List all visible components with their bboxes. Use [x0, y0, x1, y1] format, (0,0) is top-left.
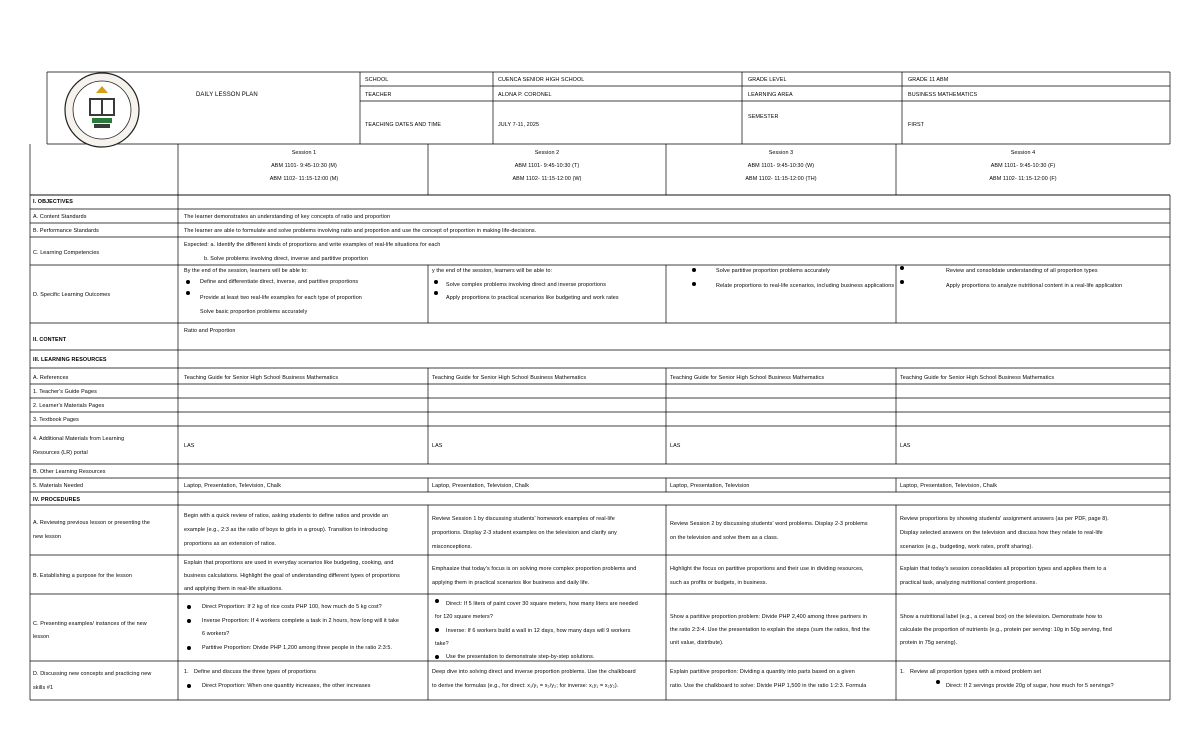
session-1-title: Session 1: [291, 150, 317, 156]
procedures-heading: IV. PROCEDURES: [33, 497, 81, 503]
outcome-s1-item1: Define and differentiate direct, inverse, and partitive proportions: [200, 279, 359, 285]
grade-label: GRADE LEVEL: [748, 77, 787, 83]
session-4-line2: ABM 1102- 11:15-12:00 (F): [989, 176, 1057, 182]
proc-d-s4-l1: Review all proportion types with a mixed problem set: [910, 669, 1042, 675]
proc-c-s2-l1: Direct: If 5 liters of paint cover 30 square meters, how many liters are needed: [446, 601, 638, 607]
materials-s2: Laptop, Presentation, Television, Chalk: [432, 483, 529, 489]
learning-competencies-line1: Expected: a. Identify the different kinds of proportions and write examples of real-life situations for each: [184, 242, 441, 248]
proc-d-label-1: D. Discussing new concepts and practicing new: [33, 671, 152, 677]
outcome-s2-item2: Apply proportions to practical scenarios like budgeting and work rates: [446, 295, 619, 301]
proc-a-s2-l3: misconceptions.: [432, 544, 473, 550]
plan-title: DAILY LESSON PLAN: [196, 92, 258, 98]
lr-portal-label-2: Resources (LR) portal: [33, 450, 88, 456]
school-logo: [65, 73, 139, 147]
proc-d-s4-l2: Direct: If 2 servings provide 20g of sugar, how much for 5 servings?: [946, 683, 1114, 689]
materials-s1: Laptop, Presentation, Television, Chalk: [184, 483, 281, 489]
proc-c-label-2: lesson: [33, 634, 50, 640]
school-label: SCHOOL: [365, 77, 389, 83]
proc-c-s1-l1: Direct Proportion: If 2 kg of rice costs PHP 100, how much do 5 kg cost?: [202, 604, 382, 610]
bullet-icon: [187, 646, 191, 650]
proc-a-label-2: new lesson: [33, 534, 61, 540]
semester-value: FIRST: [908, 122, 925, 128]
materials-s4: Laptop, Presentation, Television, Chalk: [900, 483, 997, 489]
proc-c-s2-l4: take?: [435, 641, 449, 647]
proc-a-s3-l2: on the television and solve them as a class.: [670, 535, 779, 541]
proc-b-s4-l1: Explain that today's session consolidates all proportion types and applies them to a: [900, 566, 1107, 572]
proc-d-s2-l1: Deep dive into solving direct and inverse proportion problems. Use the chalkboard: [432, 669, 636, 675]
proc-a-s1-l2: example (e.g., 2:3 as the ratio of boys to girls in a group). Transition to introducing: [184, 527, 388, 533]
outcome-s2-item1: Solve complex problems involving direct and inverse proportions: [446, 282, 607, 288]
proc-c-s3-l3: unit value, distribute).: [670, 640, 724, 646]
proc-c-s3-l2: the ratio 2:3:4. Use the presentation to explain the steps (sum the ratios, find the: [670, 627, 870, 633]
school-value: CUENCA SENIOR HIGH SCHOOL: [498, 77, 585, 83]
session-3-line1: ABM 1101- 9:45-10:30 (W): [747, 163, 815, 169]
bullet-icon: [900, 280, 904, 284]
bullet-icon: [187, 619, 191, 623]
proc-d-label-2: skills #1: [33, 685, 54, 691]
proc-b-s3-l2: such as profits or budgets, in business.: [670, 580, 768, 586]
bullet-icon: [936, 680, 940, 684]
specific-outcomes-label: D. Specific Learning Outcomes: [33, 292, 111, 298]
proc-a-s4-l2: Display selected answers on the television and discuss how they relate to real-life: [900, 530, 1103, 536]
proc-d-s1-l2: Direct Proportion: When one quantity increases, the other increases: [202, 683, 371, 689]
outcome-s3-item1: Solve partitive proportion problems accurately: [716, 268, 830, 274]
session-3-line2: ABM 1102- 11:15-12:00 (TH): [745, 176, 817, 182]
bullet-icon: [435, 599, 439, 603]
content-text: Ratio and Proportion: [184, 328, 236, 334]
area-label: LEARNING AREA: [748, 92, 793, 98]
bullet-icon: [187, 605, 191, 609]
session-2-title: Session 2: [534, 150, 560, 156]
session-1-line1: ABM 1101- 9:45-10:30 (M): [271, 163, 337, 169]
reference-s2: Teaching Guide for Senior High School Business Mathematics: [432, 375, 587, 381]
teacher-label: TEACHER: [365, 92, 392, 98]
bullet-icon: [435, 628, 439, 632]
session-3-title: Session 3: [768, 150, 794, 156]
proc-b-s1-l2: business calculations. Highlight the goal of understanding different types of proportions: [184, 573, 400, 579]
resources-heading: III. LEARNING RESOURCES: [33, 357, 107, 363]
proc-c-label-1: C. Presenting examples/ instances of the new: [33, 621, 147, 627]
textbook-label: 3. Textbook Pages: [33, 417, 79, 423]
learning-competencies-label: C. Learning Competencies: [33, 250, 100, 256]
lr-portal-label-1: 4. Additional Materials from Learning: [33, 436, 125, 442]
proc-c-s1-l2: Inverse Proportion: If 4 workers complete a task in 2 hours, how long will it take: [202, 618, 399, 624]
proc-b-label: B. Establishing a purpose for the lesson: [33, 573, 132, 579]
outcome-s3-item2: Relate proportions to real-life scenarios, including business applications: [716, 283, 895, 289]
proc-d-s3-l2: ratio. Use the chalkboard to solve: Divide PHP 1,500 in the ratio 1:2:3. Formula: [670, 683, 867, 689]
outcome-s1-item2: Provide at least two real-life examples for each type of proportion: [200, 295, 362, 301]
materials-label: 5. Materials Needed: [33, 483, 84, 489]
proc-c-s4-l3: protein in 75g serving).: [900, 640, 958, 646]
outcome-s1-item3: Solve basic proportion problems accurately: [200, 309, 308, 315]
dates-label: TEACHING DATES AND TIME: [365, 122, 442, 128]
learning-competencies-line2: b. Solve problems involving direct, inverse and partitive proportion: [204, 256, 369, 262]
proc-d-s3-l1: Explain partitive proportion: Dividing a quantity into parts based on a given: [670, 669, 855, 675]
proc-a-s2-l2: proportions. Display 2-3 student examples on the television and clarify any: [432, 530, 617, 536]
objectives-heading: I. OBJECTIVES: [33, 199, 73, 205]
bullet-icon: [186, 291, 190, 295]
proc-a-s3-l1: Review Session 2 by discussing students' word problems. Display 2-3 problems: [670, 521, 868, 527]
bullet-icon: [434, 291, 438, 295]
bullet-icon: [187, 684, 191, 688]
bullet-icon: [692, 282, 696, 286]
performance-standards-text: The learner are able to formulate and solve problems involving ratio and proportion and use the concept of proportion in making life-decisions.: [184, 228, 537, 234]
teacher-value: ALONA P. CORONEL: [498, 92, 552, 98]
proc-a-label-1: A. Reviewing previous lesson or presenting the: [33, 520, 150, 526]
outcome-s4-item1: Review and consolidate understanding of all proportion types: [946, 268, 1098, 274]
proc-a-s2-l1: Review Session 1 by discussing students' homework examples of real-life: [432, 516, 615, 522]
proc-b-s3-l1: Highlight the focus on partitive proportions and their use in dividing resources,: [670, 566, 864, 572]
session-2-line1: ABM 1101- 9:45-10:30 (T): [514, 163, 580, 169]
lr-s3: LAS: [670, 443, 681, 449]
reference-s1: Teaching Guide for Senior High School Business Mathematics: [184, 375, 339, 381]
session-4-line1: ABM 1101- 9:45-10:30 (F): [990, 163, 1056, 169]
lr-s1: LAS: [184, 443, 195, 449]
content-standards-label: A. Content Standards: [33, 214, 87, 220]
proc-c-s2-l3: Inverse: If 6 workers build a wall in 12 days, how many days will 9 workers: [446, 628, 631, 634]
bullet-icon: [692, 268, 696, 272]
proc-d-s2-l2: to derive the formulas (e.g., for direct: x₁/y₁ = x₂/y₂; for inverse: x₁y₁ = x₂y₂).: [432, 683, 619, 689]
proc-b-s2-l1: Emphasize that today's focus is on solving more complex proportion problems and: [432, 566, 637, 572]
outcome-s2-intro: y the end of the session, learners will be able to:: [432, 268, 553, 274]
session-2-line2: ABM 1102- 11:15-12:00 (W): [512, 176, 582, 182]
proc-a-s1-l1: Begin with a quick review of ratios, asking students to define ratios and provide an: [184, 513, 389, 519]
grade-value: GRADE 11 ABM: [908, 77, 949, 83]
proc-c-s4-l1: Show a nutritional label (e.g., a cereal box) on the television. Demonstrate how to: [900, 614, 1103, 620]
bullet-icon: [434, 280, 438, 284]
proc-a-s4-l3: scenarios (e.g., budgeting, work rates, profit sharing).: [900, 544, 1033, 550]
proc-b-s1-l1: Explain that proportions are used in everyday scenarios like budgeting, cooking, and: [184, 560, 394, 566]
lr-s2: LAS: [432, 443, 443, 449]
proc-c-s2-l5: Use the presentation to demonstrate step-by-step solutions.: [446, 654, 595, 660]
materials-s3: Laptop, Presentation, Television: [670, 483, 750, 489]
performance-standards-label: B. Performance Standards: [33, 228, 99, 234]
area-value: BUSINESS MATHEMATICS: [908, 92, 978, 98]
teachers-guide-label: 1. Teacher's Guide Pages: [33, 389, 97, 395]
outcome-s4-item2: Apply proportions to analyze nutritional content in a real-life application: [946, 283, 1123, 289]
other-resources-label: B. Other Learning Resources: [33, 469, 106, 475]
references-label: A. References: [33, 375, 69, 381]
proc-c-s1-l4: Partitive Proportion: Divide PHP 1,200 among three people in the ratio 2:3:5.: [202, 645, 393, 651]
session-4-title: Session 4: [1010, 150, 1036, 156]
dates-value: JULY 7-11, 2025: [498, 122, 540, 128]
proc-b-s1-l3: and applying them in real-life situations.: [184, 586, 283, 592]
proc-c-s1-l3: 6 workers?: [202, 631, 230, 637]
proc-b-s4-l2: practical task, analyzing nutritional content proportions.: [900, 580, 1038, 586]
content-standards-text: The learner demonstrates an understanding of key concepts of ratio and proportion: [184, 214, 391, 220]
proc-c-s4-l2: calculate the proportion of nutrients (e.g., protein per serving: 10g in 50g serving, find: [900, 627, 1112, 633]
bullet-icon: [900, 266, 904, 270]
learners-materials-label: 2. Learner's Materials Pages: [33, 403, 105, 409]
semester-label: SEMESTER: [748, 114, 779, 120]
numbered-list-icon: 1.: [184, 669, 189, 675]
proc-d-s1-l1: Define and discuss the three types of proportions: [194, 669, 317, 675]
content-heading: II. CONTENT: [33, 337, 67, 343]
reference-s3: Teaching Guide for Senior High School Business Mathematics: [670, 375, 825, 381]
proc-c-s3-l1: Show a partitive proportion problem: Divide PHP 2,400 among three partners in: [670, 614, 867, 620]
lr-s4: LAS: [900, 443, 911, 449]
session-1-line2: ABM 1102- 11:15-12:00 (M): [269, 176, 339, 182]
bullet-icon: [186, 280, 190, 284]
outcome-s1-intro: By the end of the session, learners will be able to:: [184, 268, 308, 274]
bullet-icon: [435, 655, 439, 659]
numbered-list-icon: 1.: [900, 669, 905, 675]
proc-a-s4-l1: Review proportions by showing students' assignment answers (as per PDF, page 8).: [900, 516, 1109, 522]
proc-c-s2-l2: for 120 square meters?: [435, 614, 493, 620]
reference-s4: Teaching Guide for Senior High School Business Mathematics: [900, 375, 1055, 381]
proc-a-s1-l3: proportions as an extension of ratios.: [184, 541, 277, 547]
proc-b-s2-l2: applying them in practical scenarios like business and daily life.: [432, 580, 590, 586]
